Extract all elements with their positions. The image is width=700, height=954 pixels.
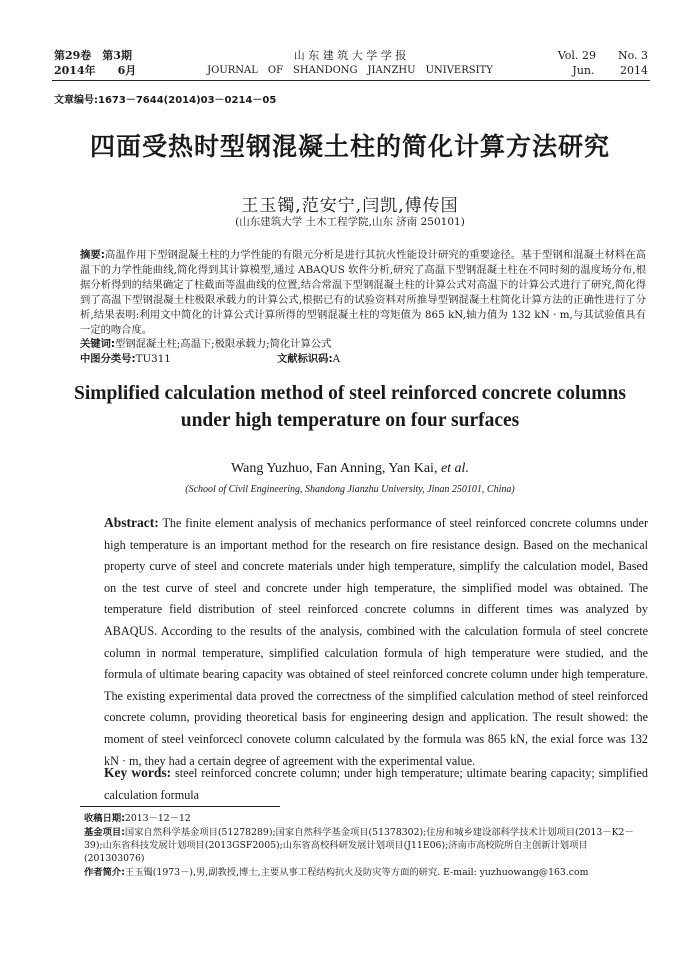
en-authors-names: Wang Yuzhuo, Fan Anning, Yan Kai,	[231, 461, 438, 476]
cn-keywords-text: 型钢混凝土柱;高温下;极限承载力;简化计算公式	[115, 338, 332, 350]
cn-title: 四面受热时型钢混凝土柱的简化计算方法研究	[89, 132, 610, 161]
cn-doc-code-value: A	[332, 353, 341, 365]
header-volume-en: Vol. 29 No. 3	[557, 49, 648, 62]
en-keywords-label: Key words:	[104, 765, 172, 780]
footnote-fund	[84, 826, 648, 865]
fund-value: 国家自然科学基金项目(51278289);国家自然科学基金项目(51378302);住房和城乡建设部科学技术计划项目(2013－K2－39);山东省科技发展计划项目(2013GSF2005);山东省高校科研发展计划项目(J11E06);济南市高校院所自主创新计划项目(201303076)	[84, 827, 634, 864]
footnote-received	[84, 812, 648, 825]
en-authors-etal: et al.	[440, 461, 469, 476]
en-authors	[0, 461, 700, 477]
footnote-rule	[80, 806, 280, 807]
cn-clc-label: 中图分类号:	[80, 353, 136, 365]
received-label: 收稿日期:	[84, 813, 125, 824]
cn-clc-value: TU311	[135, 353, 171, 365]
author-value: 王玉镯(1973－),男,副教授,博士,主要从事工程结构抗火及防灾等方面的研究. E-mail: yuzhuowang@163.com	[124, 867, 589, 878]
cn-keywords-label: 关键词:	[80, 338, 116, 350]
fund-label: 基金项目:	[84, 827, 125, 838]
cn-abstract-label: 摘要:	[80, 249, 105, 261]
en-title-line2: under high temperature on four surfaces	[180, 410, 520, 431]
cn-doc-code-label: 文献标识码:	[277, 353, 333, 365]
footnote-author	[84, 866, 648, 879]
en-affiliation: (School of Civil Engineering, Shandong Jianzhu University, Jinan 250101, China)	[185, 484, 515, 495]
received-value: 2013－12－12	[124, 813, 191, 824]
cn-affiliation: (山东建筑大学 土木工程学院,山东 济南 250101)	[235, 216, 465, 228]
cn-keywords	[80, 337, 646, 352]
cn-abstract-text: 高温作用下型钢混凝土柱的力学性能的有限元分析是进行其抗火性能设计研究的重要途径。基于型钢和混凝土材料在高温下的力学性能曲线,简化得到其计算模型,通过 ABAQUS 软件分析,研究了高温下型钢混凝土柱在不同时刻的温度场分布,根据分析得到的结果确定了柱截面等温曲线的位置,结合常温下型钢混凝土柱的计算公式对高温下的计算公式进行了研究,简化得到了高温下型钢混凝土柱极限承载力的计算公式,根据已有的试验资料对所推导型钢混凝土柱简化计算方法的正确性进行了分析,结果表明:利用文中简化的计算公式计算所得的型钢混凝土柱的弯矩值为 865 kN,轴力值为 132 kN · m,与其试验值具有一定的吻合度。	[80, 249, 646, 336]
header-volume-cn: 第29卷 第3期	[54, 49, 132, 62]
header-journal-cn: 山 东 建 筑 大 学 学 报	[293, 49, 407, 62]
en-keywords-text: steel reinforced concrete column; under high temperature; ultimate bearing capacity; simplified calculation formula	[104, 766, 648, 802]
en-abstract	[104, 512, 648, 772]
en-keywords	[104, 762, 648, 806]
cn-authors: 王玉镯,范安宁,闫凯,傅传国	[241, 196, 459, 216]
en-abstract-text: The finite element analysis of mechanics performance of steel reinforced concrete columns under high temperature is an important method for the research on fire resistance design. Based on the mechanical property curve of steel and concrete materials under high temperature, simplify the calculation model, Based on the test curve of steel and concrete under high temperature, the simplified model was obtained. The temperature field distribution of steel reinforced concrete columns in different times was analyzed by ABAQUS. According to the results of the analysis, combined with the calculation formula of steel concrete column in normal temperature, simplified calculation formula of high temperature were studied, and the formula of ultimate bearing capacity was obtained of steel reinforced concrete column under high temperature. The existing experimental data proved the correctness of the simplified calculation method of steel reinforced concrete column, providing theoretical basis for engineering design and application. The result showed: the moment of steel veinforcecl conovete column calculated by the formula was 865 kN, the exial force was 132 kN · m, they had a certain degree of agreement with the experimental value.	[104, 516, 648, 768]
article-number: 文章编号:1673－7644(2014)03－0214－05	[54, 95, 277, 106]
cn-doc-code	[277, 352, 477, 367]
header-date-cn: 2014年 6月	[54, 64, 137, 77]
header-journal-en: JOURNAL OF SHANDONG JIANZHU UNIVERSITY	[207, 65, 493, 76]
header-date-en: Jun. 2014	[572, 64, 648, 77]
en-abstract-label: Abstract:	[104, 515, 159, 530]
en-title-line1: Simplified calculation method of steel reinforced concrete columns	[74, 383, 626, 404]
header-rule	[52, 80, 650, 81]
author-label: 作者简介:	[84, 867, 125, 878]
cn-abstract	[80, 248, 646, 338]
